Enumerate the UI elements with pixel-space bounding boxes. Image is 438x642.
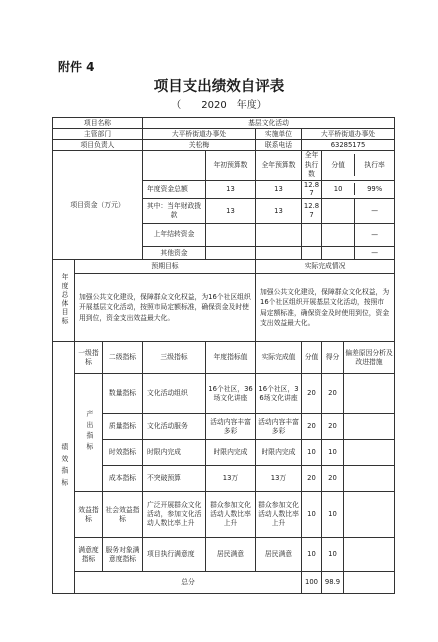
perf-benefit-label: 效益指标 xyxy=(75,492,103,538)
perf-row-quantity xyxy=(53,374,395,414)
perf-note xyxy=(344,492,395,538)
perf-l2: 社会效益指标 xyxy=(103,492,143,538)
goals-actual: 加强公共文化建设，保障群众文化权益，为16个社区组织开展基层文化活动，按照市局定额标准，确保资金及时使用到位，资金支出效益最大化。 xyxy=(256,274,395,342)
funds-label: 项目资金（万元） xyxy=(53,151,143,260)
perf-target: 13万 xyxy=(206,466,256,492)
perf-points: 20 xyxy=(322,414,344,440)
funds-h-score-rate-points xyxy=(322,151,395,181)
perf-score: 20 xyxy=(302,414,322,440)
funds-row-score-rate xyxy=(322,247,395,260)
row-dept xyxy=(53,129,395,140)
goals-label: 年度总体目标 xyxy=(53,260,75,342)
goals-h-actual: 实际完成情况 xyxy=(256,260,395,274)
perf-points: 10 xyxy=(322,538,344,572)
perf-l2: 时效指标 xyxy=(103,440,143,466)
page-title: 项目支出绩效自评表 xyxy=(153,78,285,95)
goals-header-row xyxy=(53,260,395,274)
perf-header-row xyxy=(53,342,395,374)
funds-row-name: 其中：当年财政拨款 xyxy=(143,199,206,224)
perf-points: 20 xyxy=(322,374,344,414)
funds-h-full-budget: 全年预算数 xyxy=(256,151,302,181)
perf-score: 20 xyxy=(302,466,322,492)
perf-score: 20 xyxy=(302,374,322,414)
perf-l3: 广泛开展群众文化活动，参加文化活动人数比率上升 xyxy=(143,492,206,538)
funds-row-budget: 13 xyxy=(206,180,256,199)
funds-row-rate: — xyxy=(371,248,379,257)
funds-row-full: 13 xyxy=(256,199,302,224)
perf-row-timeliness xyxy=(53,440,395,466)
attachment-label: 附件 4 xyxy=(58,60,95,74)
perf-l3: 文化活动组织 xyxy=(143,374,206,414)
perf-actual: 16个社区，36场文化讲座 xyxy=(256,374,302,414)
perf-h5: 实际完成值 xyxy=(256,342,302,374)
project-name-label: 项目名称 xyxy=(53,118,143,129)
funds-header-row xyxy=(53,151,395,181)
perf-note xyxy=(344,414,395,440)
project-name-value: 基层文化活动 xyxy=(143,118,395,129)
perf-l3: 文化活动服务 xyxy=(143,414,206,440)
perf-l2: 数量指标 xyxy=(103,374,143,414)
funds-row-score-rate xyxy=(322,180,395,199)
impl-label: 实施单位 xyxy=(256,129,302,140)
perf-points: 20 xyxy=(322,466,344,492)
goals-content-row xyxy=(53,274,395,342)
total-label: 总分 xyxy=(75,572,302,594)
self-evaluation-table xyxy=(52,117,395,594)
total-note xyxy=(344,572,395,594)
perf-h6: 分值 xyxy=(302,342,322,374)
perf-points: 10 xyxy=(322,492,344,538)
funds-row-exec xyxy=(302,247,322,260)
funds-row-budget xyxy=(206,224,256,247)
funds-h-budget: 年初预算数 xyxy=(206,151,256,181)
perf-target: 群众参加文化活动人数比率上升 xyxy=(206,492,256,538)
perf-l3: 时限内完成 xyxy=(143,440,206,466)
perf-h8: 偏差原因分析及改进措施 xyxy=(344,342,395,374)
perf-row-satisfaction xyxy=(53,538,395,572)
perf-score: 10 xyxy=(302,492,322,538)
perf-target: 活动内容丰富多彩 xyxy=(206,414,256,440)
funds-row-score xyxy=(322,199,355,223)
perf-score: 10 xyxy=(302,440,322,466)
perf-h1: 一级指标 xyxy=(75,342,103,374)
funds-row-exec xyxy=(302,224,322,247)
funds-row-name: 其他资金 xyxy=(143,247,206,260)
funds-row-score xyxy=(322,247,355,259)
funds-row-score-rate xyxy=(322,199,395,224)
perf-row-benefit xyxy=(53,492,395,538)
funds-blank xyxy=(143,151,206,181)
perf-actual: 活动内容丰富多彩 xyxy=(256,414,302,440)
funds-h-rate: 执行率 xyxy=(364,160,385,169)
goals-h-expected: 预期目标 xyxy=(75,260,256,274)
perf-satisfaction-label: 满意度指标 xyxy=(75,538,103,572)
funds-row-full xyxy=(256,247,302,260)
year-line: （ 2020 年度） xyxy=(171,100,267,111)
perf-score: 10 xyxy=(302,538,322,572)
funds-row-score: 10 xyxy=(322,183,355,195)
funds-row-exec: 12.87 xyxy=(302,180,322,199)
leader-value: 关松梅 xyxy=(143,140,256,151)
funds-row-full xyxy=(256,224,302,247)
perf-note xyxy=(344,538,395,572)
perf-actual: 13万 xyxy=(256,466,302,492)
funds-row-rate: 99% xyxy=(367,184,383,193)
perf-points: 10 xyxy=(322,440,344,466)
perf-note xyxy=(344,466,395,492)
perf-actual: 时限内完成 xyxy=(256,440,302,466)
funds-row-score xyxy=(322,224,355,246)
dept-label: 主管部门 xyxy=(53,129,143,140)
phone-value: 63285175 xyxy=(302,140,395,151)
perf-note xyxy=(344,440,395,466)
perf-h4: 年度指标值 xyxy=(206,342,256,374)
dept-value: 大平桥街道办事处 xyxy=(143,129,256,140)
perf-row-cost xyxy=(53,466,395,492)
perf-target: 时限内完成 xyxy=(206,440,256,466)
funds-h-score-cell: 分值 xyxy=(322,154,355,176)
perf-h3: 三级指标 xyxy=(143,342,206,374)
funds-row-full: 13 xyxy=(256,180,302,199)
total-row xyxy=(53,572,395,594)
perf-l2: 服务对象满意度指标 xyxy=(103,538,143,572)
funds-row-budget: 13 xyxy=(206,199,256,224)
row-leader xyxy=(53,140,395,151)
funds-row-score-rate xyxy=(322,224,395,247)
impl-value: 大平桥街道办事处 xyxy=(302,129,395,140)
perf-output-label: 产出指标 xyxy=(75,374,103,492)
perf-actual: 群众参加文化活动人数比率上升 xyxy=(256,492,302,538)
perf-l2: 成本指标 xyxy=(103,466,143,492)
perf-actual: 居民满意 xyxy=(256,538,302,572)
perf-l2: 质量指标 xyxy=(103,414,143,440)
perf-target: 居民满意 xyxy=(206,538,256,572)
perf-target: 16个社区，36场文化讲座 xyxy=(206,374,256,414)
funds-row-exec: 12.87 xyxy=(302,199,322,224)
total-score: 100 xyxy=(302,572,322,594)
funds-row-name: 年度资金总额 xyxy=(143,180,206,199)
perf-label: 绩效指标 xyxy=(53,342,75,594)
perf-h7: 得分 xyxy=(322,342,344,374)
funds-row-rate: — xyxy=(371,206,379,215)
leader-label: 项目负责人 xyxy=(53,140,143,151)
goals-expected: 加强公共文化建设，保障群众文化权益，为16个社区组织开展基层文化活动，按照市局定额标准，确保资金及时使用到位，资金支出效益最大化。 xyxy=(75,274,256,342)
perf-l3: 项目执行满意度 xyxy=(143,538,206,572)
perf-row-quality xyxy=(53,414,395,440)
phone-label: 联系电话 xyxy=(256,140,302,151)
funds-row-name: 上年结转资金 xyxy=(143,224,206,247)
perf-note xyxy=(344,374,395,414)
perf-l3: 不突破预算 xyxy=(143,466,206,492)
funds-row-rate: — xyxy=(371,230,379,239)
funds-row-budget xyxy=(206,247,256,260)
row-project-name xyxy=(53,118,395,129)
perf-h2: 二级指标 xyxy=(103,342,143,374)
funds-h-exec: 全年执行数 xyxy=(302,151,322,181)
total-points: 98.9 xyxy=(322,572,344,594)
